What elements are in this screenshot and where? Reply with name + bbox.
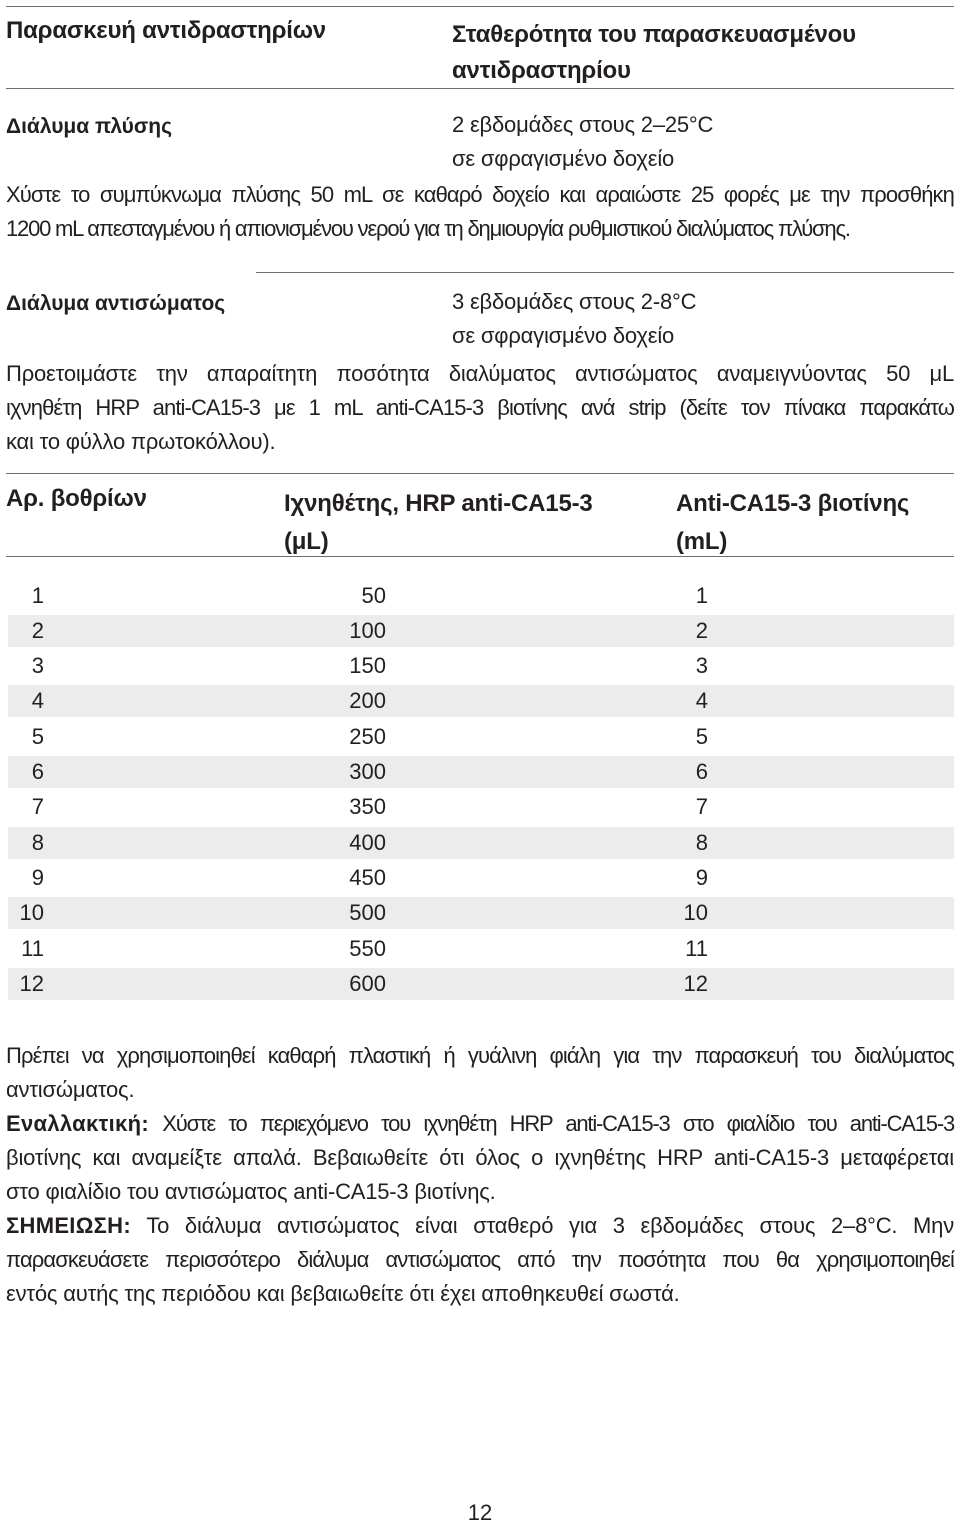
antibody-stability-line2: σε σφραγισμένο δοχείο — [452, 323, 675, 348]
cell-tracer: 150 — [349, 653, 386, 678]
table-row — [8, 580, 954, 612]
wash-solution-text — [6, 178, 954, 246]
cell-biotin: 1 — [695, 583, 708, 608]
wash-stability-line1: 2 εβδομάδες στους 2–25°C — [452, 112, 714, 137]
table-header-biotin-line2: (mL) — [676, 528, 728, 555]
notes-p1-line1: Πρέπει να χρησιμοποιηθεί καθαρή πλαστική ή γυάλινη φιάλη για την παρασκευή του διαλύματος — [6, 1043, 954, 1068]
cell-biotin: 5 — [695, 724, 708, 749]
cell-tracer: 400 — [349, 830, 386, 855]
cell-biotin: 11 — [685, 936, 708, 961]
note-text: Το διάλυμα αντισώματος είναι σταθερό για 3 εβδομάδες στους 2–8°C. Μην — [146, 1213, 955, 1238]
notes-alt-line2: βιοτίνης και αναμείξτε απαλά. Βεβαιωθείτε ότι όλος ο ιχνηθέτης HRP anti-CA15-3 μεταφέρεται — [6, 1145, 954, 1170]
cell-wells: 9 — [31, 865, 44, 890]
cell-tracer: 350 — [349, 794, 386, 819]
wash-solution-stability — [452, 108, 713, 176]
cell-tracer: 100 — [349, 618, 386, 643]
cell-biotin: 6 — [695, 759, 708, 784]
cell-wells: 5 — [31, 724, 44, 749]
page-number: 12 — [467, 1500, 493, 1525]
table-row — [8, 721, 954, 753]
antibody-stability-line1: 3 εβδομάδες στους 2-8°C — [452, 289, 697, 314]
cell-tracer: 200 — [349, 688, 386, 713]
cell-tracer: 250 — [349, 724, 386, 749]
antibody-solution-stability — [452, 285, 696, 353]
table-row — [8, 650, 954, 682]
table-row — [8, 756, 954, 788]
cell-biotin: 3 — [695, 653, 708, 678]
table-row — [8, 827, 954, 859]
cell-biotin: 10 — [683, 900, 708, 925]
notes-note-line3: εντός αυτής της περιόδου και βεβαιωθείτε ότι έχει αποθηκευθεί σωστά. — [6, 1281, 680, 1306]
cell-tracer: 300 — [349, 759, 386, 784]
table-row — [8, 791, 954, 823]
cell-wells: 3 — [31, 653, 44, 678]
cell-wells: 6 — [31, 759, 44, 784]
notes-alt-line3: στο φιαλίδιο του αντισώματος anti-CA15-3 βιοτίνης. — [6, 1179, 496, 1204]
wash-rule — [256, 272, 954, 273]
cell-tracer: 600 — [349, 971, 386, 996]
antibody-solution-text — [6, 357, 954, 459]
table-row — [8, 615, 954, 647]
header-stability-line2: αντιδραστηρίου — [452, 57, 631, 84]
table-header-tracer — [284, 485, 593, 561]
table-row — [8, 897, 954, 929]
notes-p1-line2: αντισώματος. — [6, 1077, 135, 1102]
table-top-rule — [6, 473, 954, 474]
notes-block — [6, 1039, 954, 1311]
table-row — [8, 685, 954, 717]
cell-biotin: 7 — [695, 794, 708, 819]
alternative-label: Εναλλακτική: — [6, 1111, 149, 1136]
table-header-rule — [6, 556, 954, 557]
cell-wells: 8 — [31, 830, 44, 855]
cell-wells: 10 — [19, 900, 44, 925]
antibody-solution-title: Διάλυμα αντισώματος — [6, 292, 226, 315]
cell-wells: 12 — [19, 971, 44, 996]
table-header-wells: Αρ. βοθρίων — [6, 485, 147, 512]
notes-note-line1 — [6, 1209, 954, 1243]
header-stability — [452, 17, 856, 89]
wash-stability-line2: σε σφραγισμένο δοχείο — [452, 146, 675, 171]
table-header-tracer-line2: (μL) — [284, 528, 329, 555]
alternative-text: Χύστε το περιεχόμενο του ιχνηθέτη HRP anti-CA15-3 στο φιαλίδιο του anti-CA15-3 — [162, 1111, 954, 1136]
note-label: ΣΗΜΕΙΩΣΗ: — [6, 1213, 131, 1238]
header-rule — [6, 88, 954, 89]
cell-wells: 7 — [31, 794, 44, 819]
cell-tracer: 50 — [361, 583, 386, 608]
table-row — [8, 933, 954, 965]
cell-wells: 4 — [31, 688, 44, 713]
cell-biotin: 12 — [683, 971, 708, 996]
cell-biotin: 4 — [695, 688, 708, 713]
cell-biotin: 8 — [695, 830, 708, 855]
cell-biotin: 2 — [695, 618, 708, 643]
header-reagent-prep: Παρασκευή αντιδραστηρίων — [6, 17, 326, 44]
table-header-biotin-line1: Anti-CA15-3 βιοτίνης — [676, 490, 910, 517]
notes-note-line2: παρασκευάσετε περισσότερο διάλυμα αντισώματος από την ποσότητα που θα χρησιμοποιηθεί — [6, 1247, 954, 1272]
cell-tracer: 450 — [349, 865, 386, 890]
antibody-text-line3: και το φύλλο πρωτοκόλλου). — [6, 429, 276, 454]
table-header-biotin — [676, 485, 909, 561]
cell-wells: 2 — [31, 618, 44, 643]
wash-text-line1: Χύστε το συμπύκνωμα πλύσης 50 mL σε καθαρό δοχείο και αραιώστε 25 φορές με την προσθήκη — [6, 182, 954, 207]
table-row — [8, 862, 954, 894]
notes-alt-line1 — [6, 1107, 954, 1141]
table-header-tracer-line1: Ιχνηθέτης, HRP anti-CA15-3 — [284, 490, 593, 517]
cell-wells: 1 — [31, 583, 44, 608]
antibody-text-line2: ιχνηθέτη HRP anti-CA15-3 με 1 mL anti-CA15-3 βιοτίνης ανά strip (δείτε τον πίνακα παρακάτω — [6, 395, 954, 420]
cell-tracer: 500 — [349, 900, 386, 925]
header-stability-line1: Σταθερότητα του παρασκευασμένου — [452, 21, 856, 48]
cell-wells: 11 — [21, 936, 44, 961]
antibody-text-line1: Προετοιμάστε την απαραίτητη ποσότητα διαλύματος αντισώματος αναμειγνύοντας 50 μL — [6, 361, 954, 386]
wash-text-line2: 1200 mL απεσταγμένου ή απιονισμένου νερού για τη δημιουργία ρυθμιστικού διαλύματος πλύσης. — [6, 216, 850, 241]
cell-tracer: 550 — [349, 936, 386, 961]
cell-biotin: 9 — [695, 865, 708, 890]
table-row — [8, 968, 954, 1000]
top-rule — [6, 6, 954, 7]
wash-solution-title: Διάλυμα πλύσης — [6, 115, 173, 138]
